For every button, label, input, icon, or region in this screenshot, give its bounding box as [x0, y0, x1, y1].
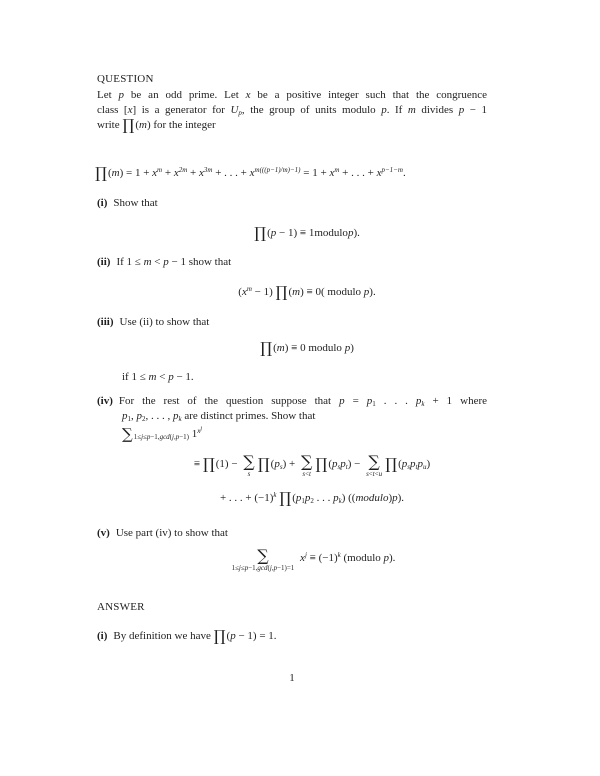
- question-heading: QUESTION: [97, 73, 154, 85]
- equation-item-iii: ∏(m) ≡ 0 modulo p): [260, 339, 354, 357]
- intro-paragraph: [97, 88, 487, 133]
- item-v-text: Use part (iv) to show that: [115, 527, 228, 539]
- item-i: [97, 196, 487, 211]
- item-iv-text-line-2: $p_1$, $p_2$, . . . , $p_k$ are distinct primes. Show that: [122, 410, 316, 423]
- equation-item-ii: $(x^m - 1)$ ∏(m) ≡ 0( modulo p).: [238, 283, 376, 301]
- item-iii-text: Use (ii) to show that: [119, 316, 210, 328]
- answer-heading: ANSWER: [97, 601, 145, 613]
- item-v-label: (v): [97, 527, 110, 539]
- page-number: 1: [289, 672, 295, 684]
- item-iv: [97, 394, 487, 409]
- equation-item-i: ∏(p − 1) ≡ 1modulop).: [254, 224, 360, 242]
- answer-item-i-text: By definition we have ∏(p − 1) = 1.: [113, 627, 277, 645]
- item-iii-condition: if 1 ≤ m < p − 1.: [122, 371, 194, 383]
- item-iii-label: (iii): [97, 316, 114, 328]
- item-iii: [97, 315, 487, 330]
- item-iv-label: (iv): [97, 395, 113, 407]
- page-content: [95, 0, 487, 684]
- item-i-label: (i): [97, 197, 108, 209]
- item-ii: [97, 255, 487, 270]
- equation-item-iv-line-1: ≡ ∏(1) − ∑ s $\prod(p_s)$ + ∑ s<t $\prod(p_sp_t)$ − ∑ s<t<u $\prod(p_sp_tp_u)$: [193, 452, 431, 478]
- equation-item-iv-line-2: + . . . + $(-1)^k$ $\prod(p_1p_2$ . . . $p_k$) ((modulo)p).: [219, 489, 405, 507]
- item-iv-sum-expression: $\sum_{1\le j\le p-1,gcd(j,p-1)}$ $1^{x^j}$: [122, 425, 203, 443]
- answer-item-i: [97, 629, 487, 644]
- equation-item-v: ∑ 1≤j≤p−1,gcd(j,p−1)=1 $x^j \equiv (-1)^k$ (modulo p).: [231, 546, 396, 572]
- answer-item-i-label: (i): [97, 630, 108, 642]
- item-ii-label: (ii): [97, 256, 111, 268]
- item-ii-text: If 1 ≤ m < p − 1 show that: [116, 256, 232, 268]
- intro-line-1: Let p be an odd prime. Let x be a positive integer such that the congruence: [97, 89, 487, 101]
- item-v: [97, 526, 487, 541]
- item-iv-text-line-1: For the rest of the question suppose that $p = p_1$ . . . $p_k + 1$ where: [118, 395, 487, 408]
- item-i-text: Show that: [113, 197, 158, 209]
- intro-line-3: write ∏(m) for the integer: [97, 116, 216, 134]
- equation-product-definition: ∏(m) = $1 + x^m + x^{2m} + x^{3m}$ + . . . + $x^{m(((p-1)/m)-1)} = 1 + x^m$ + . . . + $x^{p-1-m}$.: [95, 164, 406, 182]
- intro-line-2: class [x] is a generator for $U_p$, the group of units modulo p. If m divides p − 1: [97, 104, 487, 117]
